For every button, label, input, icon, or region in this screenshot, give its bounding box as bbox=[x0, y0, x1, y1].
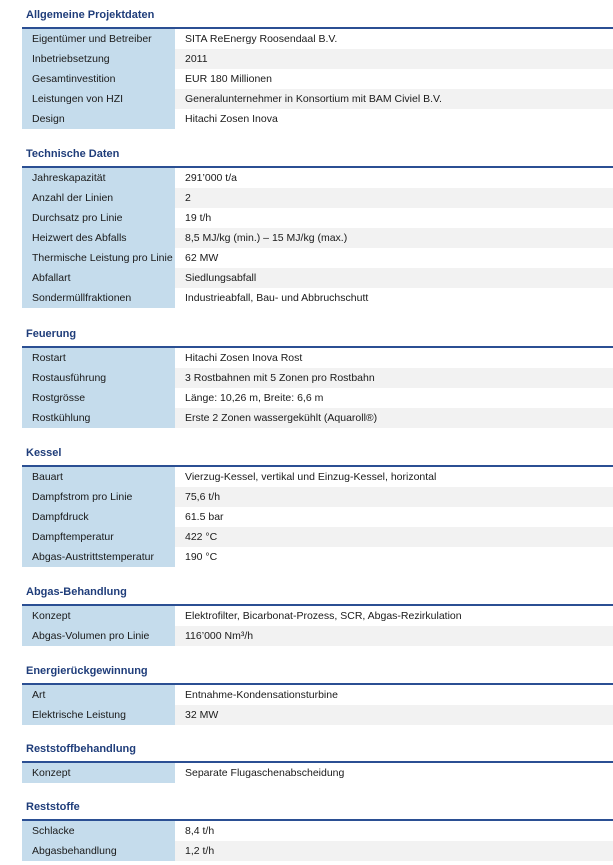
table-row bbox=[22, 248, 613, 268]
table-row bbox=[22, 547, 613, 567]
row-label: Abgas-Volumen pro Linie bbox=[22, 626, 175, 646]
table-row bbox=[22, 188, 613, 208]
table-row bbox=[22, 208, 613, 228]
row-label: Gesamtinvestition bbox=[22, 69, 175, 89]
row-value: 190 °C bbox=[175, 547, 613, 567]
row-value: Generalunternehmer in Konsortium mit BAM Civiel B.V. bbox=[175, 89, 613, 109]
row-value: 1,2 t/h bbox=[175, 841, 613, 861]
section-title: Reststoffbehandlung bbox=[26, 743, 136, 755]
row-label: Inbetriebsetzung bbox=[22, 49, 175, 69]
row-label: Anzahl der Linien bbox=[22, 188, 175, 208]
row-label: Dampfdruck bbox=[22, 507, 175, 527]
table-row bbox=[22, 487, 613, 507]
row-label: Bauart bbox=[22, 467, 175, 487]
table-row bbox=[22, 527, 613, 547]
row-value: 75,6 t/h bbox=[175, 487, 613, 507]
row-value: Hitachi Zosen Inova Rost bbox=[175, 348, 613, 368]
table-row bbox=[22, 288, 613, 308]
table-row bbox=[22, 268, 613, 288]
row-value: 8,4 t/h bbox=[175, 821, 613, 841]
row-label: Durchsatz pro Linie bbox=[22, 208, 175, 228]
row-value: Erste 2 Zonen wassergekühlt (Aquaroll®) bbox=[175, 408, 613, 428]
table-row bbox=[22, 821, 613, 841]
row-value: Länge: 10,26 m, Breite: 6,6 m bbox=[175, 388, 613, 408]
table-row bbox=[22, 841, 613, 861]
row-value: 62 MW bbox=[175, 248, 613, 268]
table-row bbox=[22, 69, 613, 89]
row-label: Konzept bbox=[22, 606, 175, 626]
table-row bbox=[22, 89, 613, 109]
row-label: Eigentümer und Betreiber bbox=[22, 29, 175, 49]
row-value: 422 °C bbox=[175, 527, 613, 547]
table-row bbox=[22, 763, 613, 783]
table-row bbox=[22, 388, 613, 408]
table-row bbox=[22, 109, 613, 129]
table-row bbox=[22, 368, 613, 388]
table-row bbox=[22, 29, 613, 49]
section-title: Kessel bbox=[26, 447, 62, 459]
table-row bbox=[22, 606, 613, 626]
row-value: Elektrofilter, Bicarbonat-Prozess, SCR, Abgas-Rezirkulation bbox=[175, 606, 613, 626]
table-row bbox=[22, 228, 613, 248]
table-row bbox=[22, 408, 613, 428]
row-value: Vierzug-Kessel, vertikal und Einzug-Kessel, horizontal bbox=[175, 467, 613, 487]
row-label: Dampftemperatur bbox=[22, 527, 175, 547]
row-label: Art bbox=[22, 685, 175, 705]
row-value: 116’000 Nm³/h bbox=[175, 626, 613, 646]
table-row bbox=[22, 348, 613, 368]
row-value: 8,5 MJ/kg (min.) – 15 MJ/kg (max.) bbox=[175, 228, 613, 248]
section-title: Allgemeine Projektdaten bbox=[26, 9, 155, 21]
row-label: Design bbox=[22, 109, 175, 129]
row-label: Rostart bbox=[22, 348, 175, 368]
row-label: Dampfstrom pro Linie bbox=[22, 487, 175, 507]
row-label: Abgas-Austrittstemperatur bbox=[22, 547, 175, 567]
row-value: SITA ReEnergy Roosendaal B.V. bbox=[175, 29, 613, 49]
table-row bbox=[22, 49, 613, 69]
row-value: 3 Rostbahnen mit 5 Zonen pro Rostbahn bbox=[175, 368, 613, 388]
row-label: Leistungen von HZI bbox=[22, 89, 175, 109]
row-label: Konzept bbox=[22, 763, 175, 783]
row-label: Rostausführung bbox=[22, 368, 175, 388]
table-row bbox=[22, 507, 613, 527]
row-value: 291’000 t/a bbox=[175, 168, 613, 188]
section-title: Technische Daten bbox=[26, 148, 120, 160]
table-row bbox=[22, 467, 613, 487]
row-label: Schlacke bbox=[22, 821, 175, 841]
row-value: 2011 bbox=[175, 49, 613, 69]
row-value: Entnahme-Kondensationsturbine bbox=[175, 685, 613, 705]
row-label: Elektrische Leistung bbox=[22, 705, 175, 725]
table-row bbox=[22, 685, 613, 705]
row-label: Heizwert des Abfalls bbox=[22, 228, 175, 248]
row-value: 19 t/h bbox=[175, 208, 613, 228]
section-title: Abgas-Behandlung bbox=[26, 586, 127, 598]
table-row bbox=[22, 626, 613, 646]
row-value: 2 bbox=[175, 188, 613, 208]
row-value: 61.5 bar bbox=[175, 507, 613, 527]
row-label: Sondermüllfraktionen bbox=[22, 288, 175, 308]
section-title: Reststoffe bbox=[26, 801, 80, 813]
section-title: Feuerung bbox=[26, 328, 77, 340]
row-label: Abfallart bbox=[22, 268, 175, 288]
row-value: Separate Flugaschenabscheidung bbox=[175, 763, 613, 783]
row-value: Industrieabfall, Bau- und Abbruchschutt bbox=[175, 288, 613, 308]
section-title: Energierückgewinnung bbox=[26, 665, 148, 677]
table-row bbox=[22, 168, 613, 188]
row-value: Siedlungsabfall bbox=[175, 268, 613, 288]
row-label: Abgasbehandlung bbox=[22, 841, 175, 861]
row-value: Hitachi Zosen Inova bbox=[175, 109, 613, 129]
row-label: Rostgrösse bbox=[22, 388, 175, 408]
table-row bbox=[22, 705, 613, 725]
row-value: 32 MW bbox=[175, 705, 613, 725]
row-label: Jahreskapazität bbox=[22, 168, 175, 188]
row-value: EUR 180 Millionen bbox=[175, 69, 613, 89]
row-label: Thermische Leistung pro Linie bbox=[22, 248, 175, 268]
row-label: Rostkühlung bbox=[22, 408, 175, 428]
